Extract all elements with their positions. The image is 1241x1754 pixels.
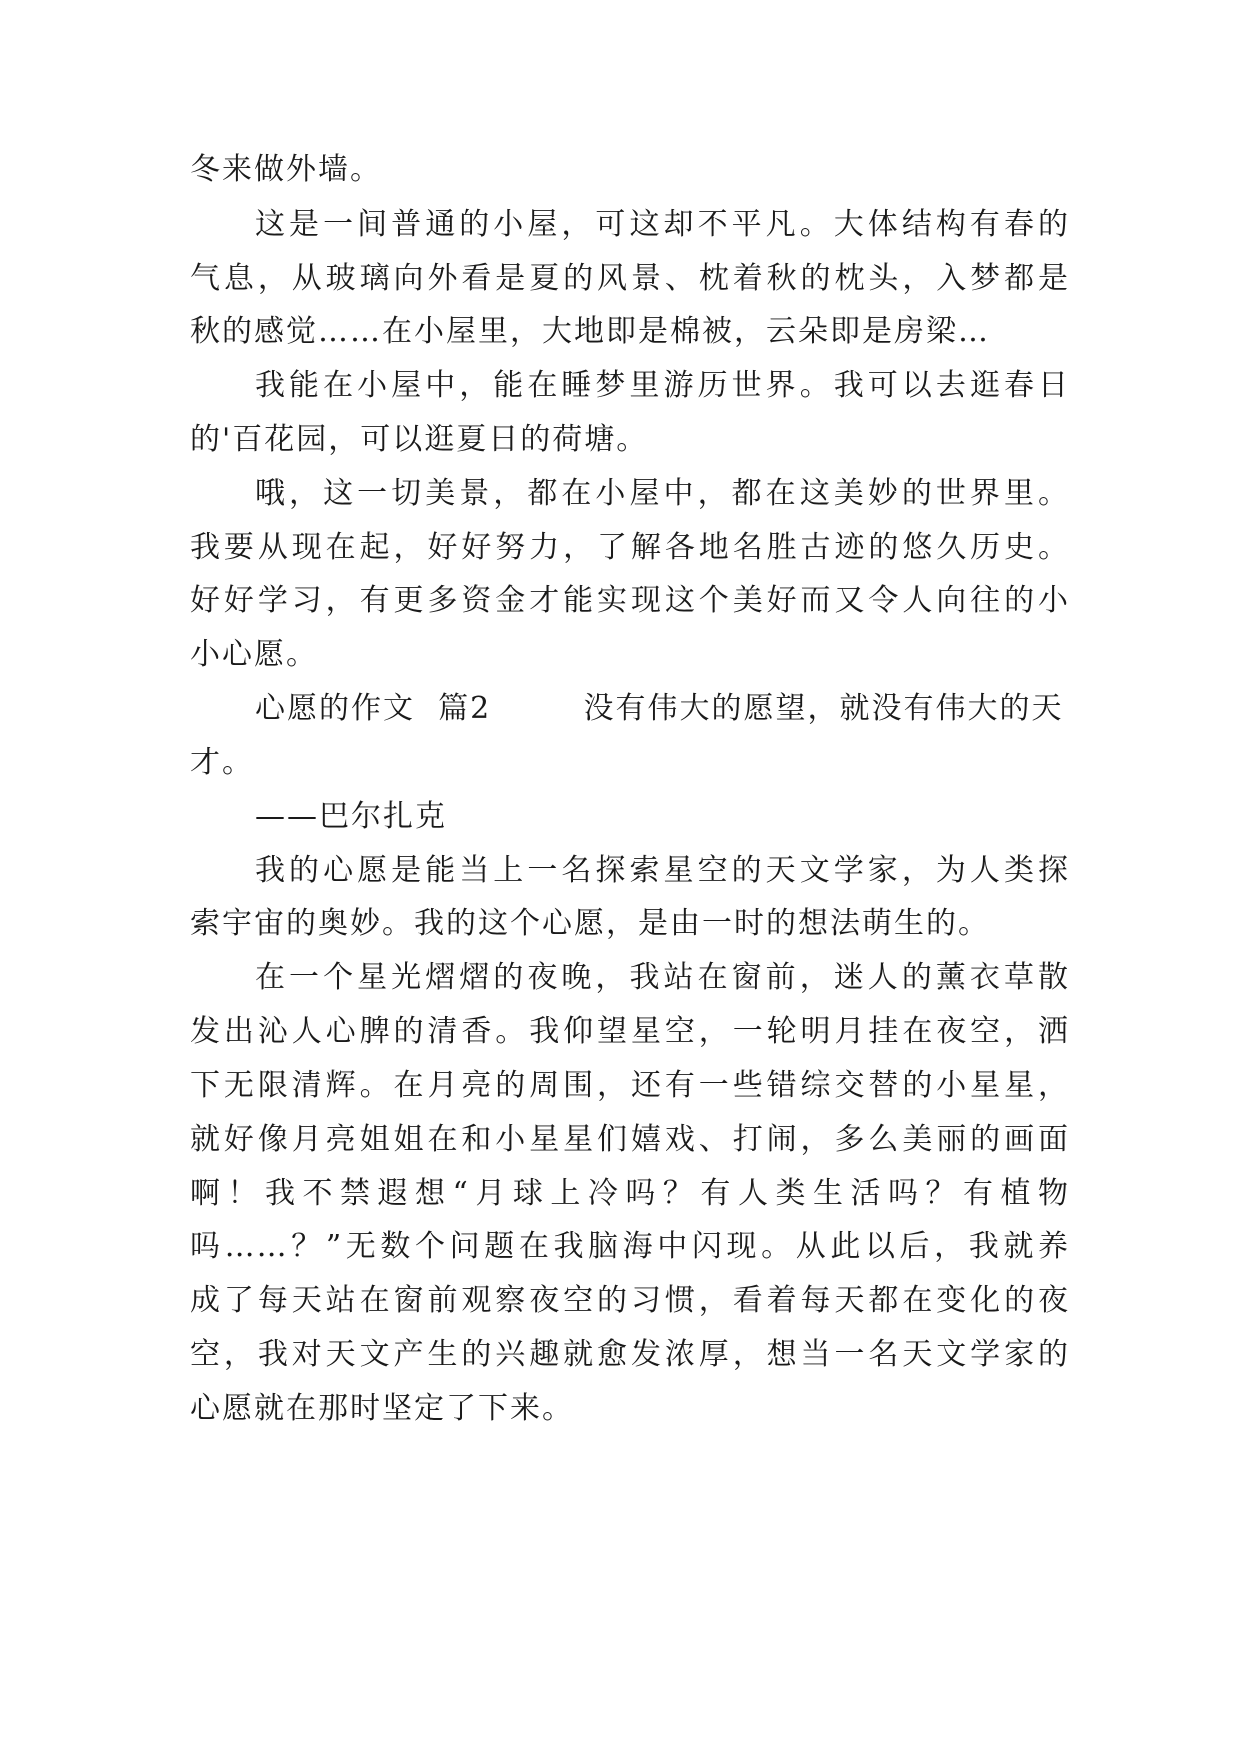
paragraph-start-line: 在一个星光熠熠的夜晚，我站在窗前，迷人的薰衣草散	[255, 960, 1070, 995]
text-line: 下无限清辉。在月亮的周围，还有一些错综交替的小星星，	[190, 1068, 1070, 1103]
text-line: 索宇宙的奥妙。我的这个心愿，是由一时的想法萌生的。	[190, 906, 990, 941]
text-line: 成了每天站在窗前观察夜空的习惯，看着每天都在变化的夜	[190, 1283, 1070, 1318]
paragraph-start-line: 哦，这一切美景，都在小屋中，都在这美妙的世界里。	[255, 476, 1070, 511]
section-heading-line: 心愿的作文 篇2 没有伟大的愿望，就没有伟大的天	[255, 691, 1064, 726]
text-line: 小心愿。	[190, 637, 318, 672]
text-line: 就好像月亮姐姐在和小星星们嬉戏、打闹，多么美丽的画面	[190, 1122, 1070, 1157]
paragraph-start-line: 我能在小屋中，能在睡梦里游历世界。我可以去逛春日	[255, 368, 1070, 403]
paragraph-start-line: 我的心愿是能当上一名探索星空的天文学家，为人类探	[255, 853, 1070, 888]
text-line: 发出沁人心脾的清香。我仰望星空，一轮明月挂在夜空，洒	[190, 1014, 1070, 1049]
text-line: 才。	[190, 745, 254, 780]
text-line: 吗……？”无数个问题在我脑海中闪现。从此以后，我就养	[190, 1229, 1070, 1264]
text-line: 冬来做外墙。	[190, 152, 382, 187]
text-line: 秋的感觉……在小屋里，大地即是棉被，云朵即是房梁…	[190, 314, 990, 349]
text-line: 气息，从玻璃向外看是夏的风景、枕着秋的枕头，入梦都是	[190, 261, 1070, 296]
text-line: 的'百花园，可以逛夏日的荷塘。	[190, 422, 649, 457]
text-line: 心愿就在那时坚定了下来。	[190, 1391, 574, 1426]
text-line: 空，我对天文产生的兴趣就愈发浓厚，想当一名天文学家的	[190, 1337, 1070, 1372]
text-line: 我要从现在起，好好努力，了解各地名胜古迹的悠久历史。	[190, 530, 1070, 565]
text-line: 好好学习，有更多资金才能实现这个美好而又令人向往的小	[190, 583, 1070, 618]
quote-attribution: ——巴尔扎克	[255, 799, 447, 834]
text-line: 啊！我不禁遐想“月球上冷吗？有人类生活吗？有植物	[190, 1176, 1070, 1211]
paragraph-start-line: 这是一间普通的小屋，可这却不平凡。大体结构有春的	[255, 207, 1070, 242]
